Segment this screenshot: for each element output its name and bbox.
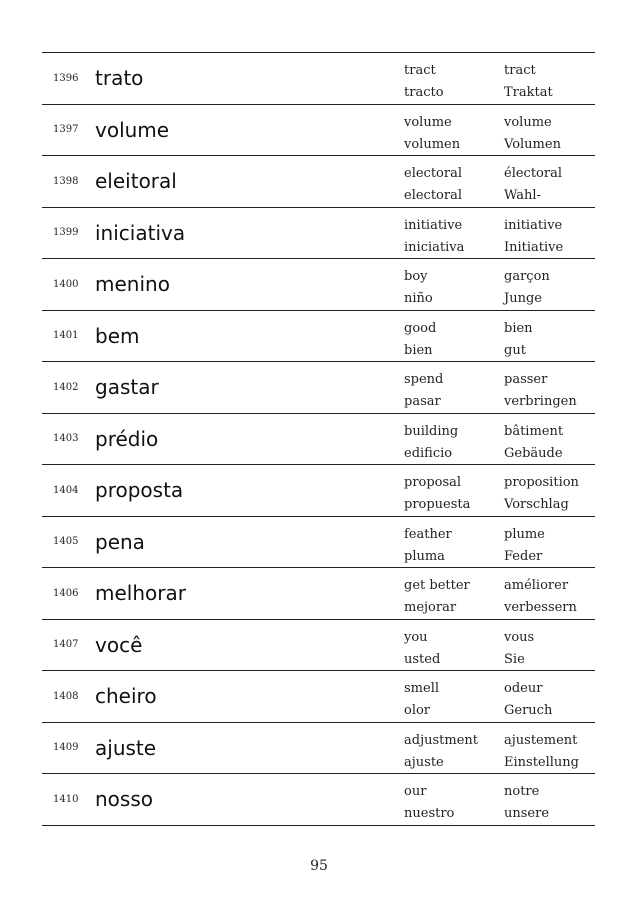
- english-translation: building: [404, 423, 459, 439]
- english-spanish-translations: [404, 215, 464, 259]
- german-translation: verbessern: [504, 600, 577, 615]
- portuguese-word: cheiro: [95, 684, 157, 709]
- table-row: [42, 568, 595, 620]
- french-german-translations: [504, 215, 563, 259]
- french-translation: proposition: [504, 475, 579, 490]
- portuguese-word: melhorar: [95, 581, 186, 606]
- french-translation: notre: [504, 784, 540, 799]
- english-spanish-translations: [404, 60, 444, 104]
- french-german-translations: [504, 266, 550, 310]
- french-german-translations: [504, 730, 579, 774]
- entry-number: 1404: [53, 484, 79, 496]
- table-row: [42, 517, 595, 569]
- french-translation: passer: [504, 372, 548, 387]
- french-translation: initiative: [504, 217, 563, 233]
- english-translation: electoral: [404, 166, 462, 181]
- table-row: [42, 311, 595, 363]
- french-translation: vous: [504, 629, 535, 645]
- english-spanish-translations: [404, 678, 439, 722]
- table-row: [42, 208, 595, 260]
- german-translation: Sie: [504, 651, 525, 667]
- german-translation: Volumen: [504, 136, 561, 152]
- table-row: [42, 156, 595, 208]
- french-translation: volume: [504, 114, 552, 130]
- german-translation: Traktat: [504, 85, 553, 100]
- entry-number: 1402: [53, 381, 79, 393]
- german-translation: gut: [504, 342, 526, 358]
- english-translation: adjustment: [404, 732, 478, 748]
- english-spanish-translations: [404, 575, 470, 619]
- entry-number: 1408: [53, 690, 79, 702]
- spanish-translation: nuestro: [404, 806, 455, 821]
- german-translation: Geruch: [504, 703, 553, 718]
- english-translation: initiative: [404, 217, 463, 233]
- table-row: [42, 105, 595, 157]
- german-translation: Feder: [504, 548, 543, 564]
- french-translation: bâtiment: [504, 423, 564, 439]
- table-row: [42, 620, 595, 672]
- entry-number: 1397: [53, 124, 79, 136]
- german-translation: Initiative: [504, 239, 564, 255]
- spanish-translation: bien: [404, 342, 433, 358]
- english-translation: you: [404, 629, 428, 645]
- english-spanish-translations: [404, 163, 462, 207]
- french-translation: odeur: [504, 681, 543, 696]
- french-german-translations: [504, 524, 545, 568]
- portuguese-word: bem: [95, 323, 140, 348]
- portuguese-word: eleitoral: [95, 169, 177, 194]
- portuguese-word: proposta: [95, 478, 184, 503]
- french-translation: bien: [504, 320, 533, 336]
- vocabulary-table: [42, 52, 595, 826]
- portuguese-word: pena: [95, 529, 145, 554]
- german-translation: Vorschlag: [504, 497, 569, 512]
- portuguese-word: trato: [95, 66, 144, 91]
- german-translation: Junge: [504, 291, 542, 306]
- spanish-translation: electoral: [404, 188, 462, 203]
- english-spanish-translations: [404, 369, 443, 413]
- french-translation: garçon: [504, 269, 550, 284]
- entry-number: 1410: [53, 793, 79, 805]
- french-german-translations: [504, 472, 579, 516]
- spanish-translation: usted: [404, 651, 441, 667]
- english-translation: spend: [404, 372, 444, 387]
- portuguese-word: você: [95, 632, 143, 657]
- portuguese-word: iniciativa: [95, 220, 186, 245]
- english-spanish-translations: [404, 627, 440, 671]
- spanish-translation: ajuste: [404, 754, 444, 770]
- french-german-translations: [504, 575, 577, 619]
- german-translation: Gebäude: [504, 445, 563, 461]
- english-spanish-translations: [404, 318, 436, 362]
- portuguese-word: menino: [95, 272, 170, 297]
- english-translation: proposal: [404, 475, 462, 490]
- english-spanish-translations: [404, 781, 454, 825]
- english-spanish-translations: [404, 524, 452, 568]
- entry-number: 1409: [53, 742, 79, 754]
- table-row: [42, 774, 595, 826]
- spanish-translation: mejorar: [404, 600, 457, 615]
- portuguese-word: nosso: [95, 787, 153, 812]
- french-translation: tract: [504, 63, 536, 78]
- english-spanish-translations: [404, 421, 458, 465]
- spanish-translation: iniciativa: [404, 239, 465, 255]
- english-translation: good: [404, 320, 437, 336]
- french-translation: ajustement: [504, 732, 578, 748]
- french-translation: plume: [504, 526, 545, 542]
- entry-number: 1403: [53, 433, 79, 445]
- spanish-translation: pluma: [404, 548, 445, 564]
- french-translation: électoral: [504, 166, 562, 181]
- entry-number: 1396: [53, 72, 79, 84]
- entry-number: 1406: [53, 587, 79, 599]
- french-german-translations: [504, 421, 563, 465]
- english-translation: volume: [404, 114, 452, 130]
- entry-number: 1400: [53, 278, 79, 290]
- entry-number: 1401: [53, 330, 79, 342]
- english-translation: feather: [404, 526, 452, 542]
- portuguese-word: ajuste: [95, 735, 157, 760]
- german-translation: unsere: [504, 806, 550, 821]
- entry-number: 1407: [53, 639, 79, 651]
- entry-number: 1399: [53, 227, 79, 239]
- english-translation: our: [404, 784, 427, 799]
- english-translation: smell: [404, 681, 440, 696]
- table-row: [42, 53, 595, 105]
- spanish-translation: pasar: [404, 394, 441, 409]
- french-translation: améliorer: [504, 578, 569, 593]
- spanish-translation: propuesta: [404, 497, 471, 512]
- french-german-translations: [504, 318, 533, 362]
- german-translation: Einstellung: [504, 754, 579, 770]
- english-spanish-translations: [404, 472, 470, 516]
- spanish-translation: tracto: [404, 85, 444, 100]
- french-german-translations: [504, 781, 549, 825]
- spanish-translation: niño: [404, 291, 433, 306]
- portuguese-word: prédio: [95, 426, 159, 451]
- entry-number: 1405: [53, 536, 79, 548]
- english-spanish-translations: [404, 730, 478, 774]
- french-german-translations: [504, 369, 577, 413]
- portuguese-word: volume: [95, 117, 170, 142]
- english-spanish-translations: [404, 112, 460, 156]
- english-translation: get better: [404, 578, 470, 593]
- german-translation: Wahl-: [504, 188, 541, 203]
- table-row: [42, 414, 595, 466]
- portuguese-word: gastar: [95, 375, 159, 400]
- french-german-translations: [504, 112, 561, 156]
- page-number: 95: [310, 858, 328, 874]
- spanish-translation: edificio: [404, 445, 453, 461]
- english-translation: boy: [404, 269, 428, 284]
- english-translation: tract: [404, 63, 436, 78]
- french-german-translations: [504, 627, 534, 671]
- german-translation: verbringen: [504, 394, 577, 409]
- table-row: [42, 362, 595, 414]
- table-row: [42, 259, 595, 311]
- english-spanish-translations: [404, 266, 433, 310]
- table-row: [42, 671, 595, 723]
- french-german-translations: [504, 163, 562, 207]
- entry-number: 1398: [53, 175, 79, 187]
- spanish-translation: olor: [404, 703, 431, 718]
- french-german-translations: [504, 678, 552, 722]
- table-row: [42, 723, 595, 775]
- french-german-translations: [504, 60, 553, 104]
- table-row: [42, 465, 595, 517]
- spanish-translation: volumen: [404, 136, 461, 152]
